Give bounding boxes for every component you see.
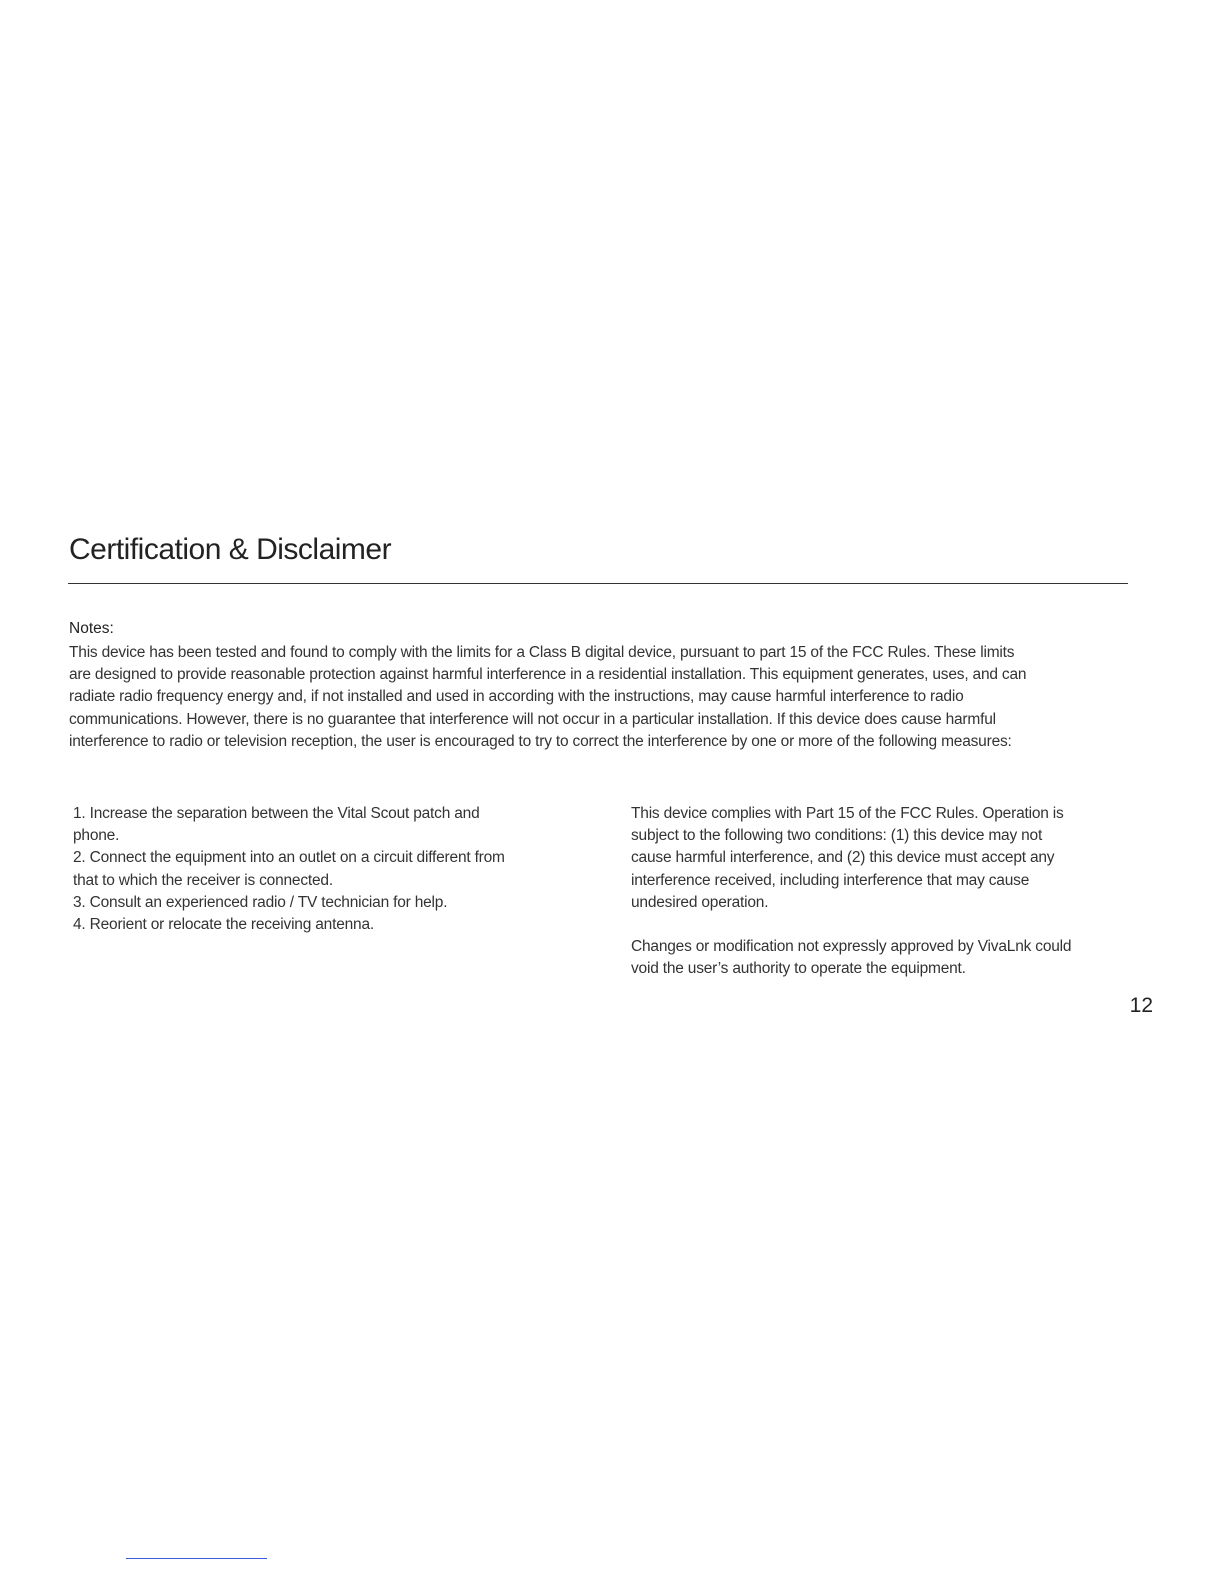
modification-warning-line: Changes or modification not expressly approved by VivaLnk could xyxy=(631,938,1072,956)
page-number: 12 xyxy=(1129,994,1153,1017)
compliance-line: This device complies with Part 15 of the FCC Rules. Operation is xyxy=(631,805,1064,822)
footer-link-underline[interactable] xyxy=(126,1558,267,1559)
compliance-line: cause harmful interference, and (2) this device must accept any xyxy=(631,849,1055,867)
fcc-compliance-statement xyxy=(631,803,1151,981)
page-title: Certification & Disclaimer xyxy=(69,533,392,566)
title-divider xyxy=(68,583,1128,584)
notes-line: interference to radio or television reception, the user is encouraged to try to correct the interference by one or more of the following measures: xyxy=(69,732,1012,750)
notes-paragraph xyxy=(69,642,1135,753)
measure-item-1: 1. Increase the separation between the Vital Scout patch and xyxy=(73,805,480,822)
compliance-line: undesired operation. xyxy=(631,893,769,911)
notes-line: radiate radio frequency energy and, if not installed and used in according with the instructions, may cause harmful interference to radio xyxy=(69,688,964,706)
notes-line: are designed to provide reasonable protection against harmful interference in a residential installation. This equipment generates, uses, and can xyxy=(69,666,1027,684)
measures-list xyxy=(73,803,593,936)
compliance-line: interference received, including interference that may cause xyxy=(631,871,1030,889)
compliance-line: subject to the following two conditions: (1) this device may not xyxy=(631,827,1043,845)
measure-item-1-cont: phone. xyxy=(73,827,120,845)
notes-line: This device has been tested and found to comply with the limits for a Class B digital device, pursuant to part 15 of the FCC Rules. These limits xyxy=(69,644,1015,661)
notes-line: communications. However, there is no guarantee that interference will not occur in a particular installation. If this device does cause harmful xyxy=(69,710,996,728)
modification-warning-line: void the user’s authority to operate the equipment. xyxy=(631,960,966,978)
measure-item-2: 2. Connect the equipment into an outlet on a circuit different from xyxy=(73,849,505,867)
paragraph-gap xyxy=(631,914,1151,936)
measure-item-4: 4. Reorient or relocate the receiving antenna. xyxy=(73,916,374,934)
notes-label: Notes: xyxy=(69,620,114,637)
measure-item-3: 3. Consult an experienced radio / TV technician for help. xyxy=(73,893,448,911)
measure-item-2-cont: that to which the receiver is connected. xyxy=(73,871,333,889)
